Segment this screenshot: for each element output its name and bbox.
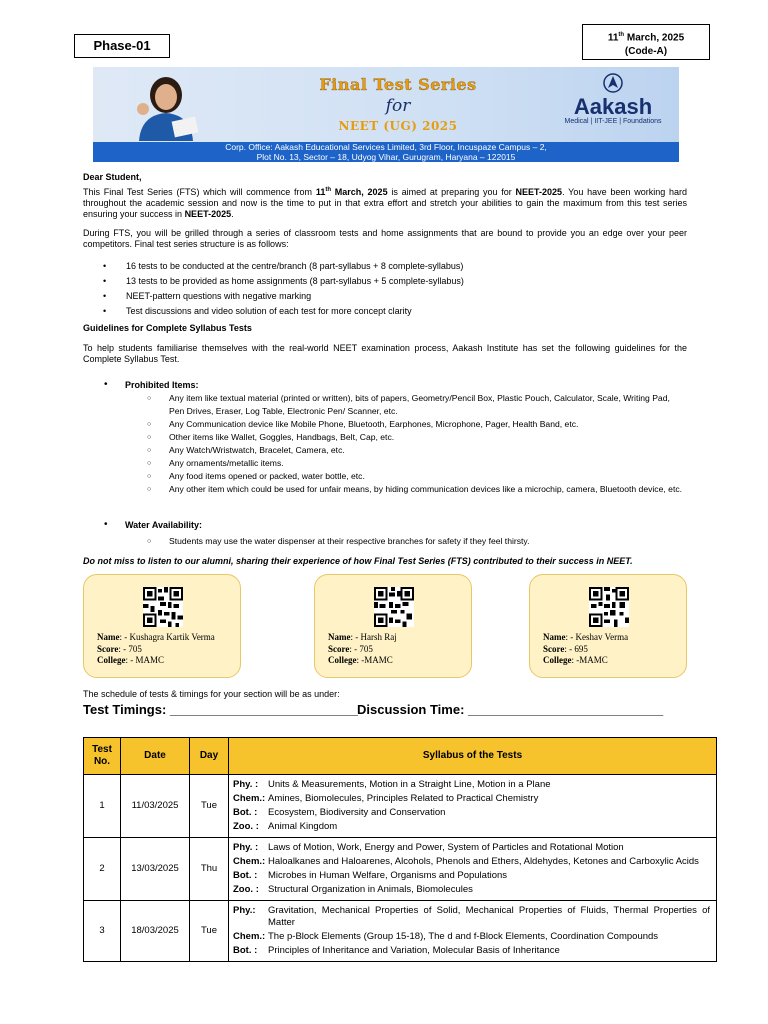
test-date: 11/03/2025 [121, 775, 190, 838]
intro-neet-2: NEET-2025 [184, 209, 232, 219]
water-title: Water Availability: [125, 520, 203, 530]
date-day: 11 [607, 32, 619, 44]
subject-label: Phy. : [233, 842, 259, 853]
subject-line [233, 870, 710, 882]
intro-date-day: 11 [315, 187, 326, 197]
banner-title [288, 75, 508, 134]
date-box [582, 24, 710, 60]
banner-title-line1: Final Test Series [319, 75, 477, 94]
alumni-college: : - MAMC [125, 655, 165, 665]
intro-text-end: . [231, 209, 234, 219]
structure-paragraph: During FTS, you will be grilled through a series of classroom tests and home assignments that are bound to provide you an edge over your peer competitors. Final test series structure is as follows: [83, 228, 687, 249]
alumni-info [543, 632, 628, 667]
bullet-dot: • [104, 519, 108, 530]
banner-title-line3: NEET (UG) 2025 [338, 119, 458, 134]
list-item: • 16 tests to be conducted at the centre/branch (8 part-syllabus + 8 complete-syllabus) [103, 260, 464, 275]
subject-topics: Units & Measurements, Motion in a Straight Line, Motion in a Plane [268, 779, 551, 790]
score-label: Score [97, 643, 119, 654]
intro-date-sup: th [325, 187, 331, 193]
subject-topics: Ecosystem, Biodiversity and Conservation [268, 807, 446, 818]
date-rest: March, 2025 [624, 32, 685, 44]
phase-label: Phase-01 [74, 34, 170, 58]
test-day: Tue [190, 901, 229, 962]
header-test-no: Test No. [84, 738, 121, 775]
name-label: Name [543, 632, 566, 642]
intro-date-rest: March, 2025 [331, 187, 388, 197]
syllabus-cell [229, 775, 717, 838]
guidelines-intro: To help students familiarise themselves with the real-world NEET examination process, Aakash Institute has set the following guidelines for the Complete Syllabus Test. [83, 343, 687, 364]
subject-label: Zoo. : [233, 884, 259, 895]
intro-paragraph [83, 185, 687, 220]
aakash-logo [553, 73, 673, 127]
header-date: Date [121, 738, 190, 775]
subject-line [233, 945, 710, 957]
prohibited-title: Prohibited Items: [125, 380, 199, 390]
list-item: ○ Any ornaments/metallic items. [147, 457, 687, 470]
intro-neet: NEET-2025 [515, 187, 563, 197]
alumni-note: Do not miss to listen to our alumni, sharing their experience of how Final Test Series (FTS) contributed to their success in NEET. [83, 556, 633, 566]
subject-line [233, 856, 710, 868]
table-row [84, 838, 717, 901]
syllabus-cell [229, 838, 717, 901]
banner-title-line2: for [385, 96, 411, 116]
college-label: College [97, 655, 126, 665]
address-line-2: Plot No. 13, Sector – 18, Udyog Vihar, Gurugram, Haryana – 122015 [256, 151, 516, 162]
syllabus-cell [229, 901, 717, 962]
discussion-time: Discussion Time: ___________________________ [357, 702, 664, 717]
name-label: Name [328, 632, 351, 642]
subject-label: Bot. : [233, 807, 258, 818]
syllabus-table [83, 737, 717, 962]
subject-line [233, 931, 710, 943]
subject-label: Chem.: [233, 856, 266, 867]
college-label: College [328, 655, 357, 665]
subject-line [233, 884, 710, 896]
list-item: ○ Other items like Wallet, Goggles, Handbags, Belt, Cap, etc. [147, 431, 687, 444]
subject-topics: Animal Kingdom [268, 821, 338, 832]
bullet-dot: • [104, 379, 108, 390]
aakash-emblem-icon [603, 73, 623, 93]
alumni-college: : -MAMC [356, 655, 393, 665]
intro-text-b: is aimed at preparing you for [387, 187, 516, 197]
header-day: Day [190, 738, 229, 775]
subject-line [233, 779, 710, 791]
list-item: ○ Any Communication device like Mobile Phone, Bluetooth, Earphones, Microphone, Pager, Health Band, etc. [147, 418, 687, 431]
list-item: • Test discussions and video solution of each test for more concept clarity [103, 305, 464, 320]
qr-code-icon[interactable] [143, 587, 183, 627]
list-item: • 13 tests to be provided as home assignments (8 part-syllabus + 5 complete-syllabus) [103, 275, 464, 290]
alumni-score: : - 705 [118, 643, 142, 654]
subject-topics: Amines, Biomolecules, Principles Related to Practical Chemistry [268, 793, 539, 804]
test-timings: Test Timings: __________________________ [83, 702, 358, 717]
table-row [84, 775, 717, 838]
qr-code-icon[interactable] [374, 587, 414, 627]
subject-line [233, 842, 710, 854]
list-item: ○ Any Watch/Wristwatch, Bracelet, Camera, etc. [147, 444, 687, 457]
subject-topics: Microbes in Human Welfare, Organisms and Populations [268, 870, 508, 881]
college-label: College [543, 655, 572, 665]
fts-banner [93, 67, 679, 162]
subject-line [233, 821, 710, 833]
subject-label: Phy. : [233, 779, 259, 790]
alumni-card [314, 574, 472, 678]
alumni-name: : - Keshav Verma [565, 632, 629, 642]
test-no: 1 [84, 775, 121, 838]
score-label: Score [543, 643, 565, 654]
subject-topics: Structural Organization in Animals, Biomolecules [268, 884, 473, 895]
alumni-score: : - 695 [564, 643, 588, 654]
test-date: 13/03/2025 [121, 838, 190, 901]
brand-name: Aakash [573, 94, 653, 120]
score-label: Score [328, 643, 350, 654]
subject-label: Bot. : [233, 870, 258, 881]
brand-tagline: Medical | IIT-JEE | Foundations [564, 118, 662, 126]
subject-label: Phy.: [233, 905, 256, 916]
table-header-row [84, 738, 717, 775]
alumni-name: : - Harsh Raj [350, 632, 397, 642]
schedule-intro: The schedule of tests & timings for your section will be as under: [83, 689, 340, 699]
guidelines-title: Guidelines for Complete Syllabus Tests [83, 323, 252, 333]
list-item: ○ Students may use the water dispenser at their respective branches for safety if they feel thirsty. [147, 535, 687, 548]
subject-line [233, 905, 710, 929]
subject-topics: Gravitation, Mechanical Properties of Solid, Mechanical Properties of Fluids, Thermal Properties of Matter [268, 905, 710, 928]
list-item: • NEET-pattern questions with negative marking [103, 290, 464, 305]
alumni-name: : - Kushagra Kartik Verma [119, 632, 215, 642]
greeting: Dear Student, [83, 172, 142, 182]
test-day: Thu [190, 838, 229, 901]
alumni-card [83, 574, 241, 678]
subject-topics: Haloalkanes and Haloarenes, Alcohols, Phenols and Ethers, Aldehydes, Ketones and Carboxylic Acids [268, 856, 699, 867]
structure-list [103, 260, 464, 320]
test-no: 2 [84, 838, 121, 901]
subject-label: Chem.: [233, 793, 266, 804]
subject-line [233, 793, 710, 805]
code-label: (Code-A) [624, 46, 668, 58]
subject-line [233, 807, 710, 819]
subject-label: Chem.: [233, 931, 266, 942]
intro-text-a: This Final Test Series (FTS) which will commence from [83, 187, 316, 197]
subject-topics: The p-Block Elements (Group 15-18), The d and f-Block Elements, Coordination Compounds [268, 931, 659, 942]
date-sup: th [618, 32, 625, 38]
name-label: Name [97, 632, 120, 642]
test-date: 18/03/2025 [121, 901, 190, 962]
alumni-info [328, 632, 397, 667]
alumni-college: : -MAMC [571, 655, 608, 665]
alumni-card [529, 574, 687, 678]
list-item: ○ Any other item which could be used for unfair means, by hiding communication devices like a microchip, camera, Bluetooth device, etc. [147, 483, 687, 496]
header-syllabus: Syllabus of the Tests [229, 738, 717, 775]
table-row [84, 901, 717, 962]
subject-label: Zoo. : [233, 821, 259, 832]
water-list [147, 535, 687, 548]
student-photo [121, 69, 211, 141]
subject-label: Bot. : [233, 945, 258, 956]
test-no: 3 [84, 901, 121, 962]
address-line-1: Corp. Office: Aakash Educational Services Limited, 3rd Floor, Incuspaze Campus – 2, [225, 142, 547, 152]
corp-address [93, 142, 679, 162]
list-item: ○ Any item like textual material (printed or written), bits of papers, Geometry/Pencil Box, Plastic Pouch, Calculator, Scale, Writing Pad, Pen Drives, Eraser, Log Table, Electronic Pen/ Scanner, etc. [147, 392, 687, 418]
subject-topics: Principles of Inheritance and Variation, Molecular Basis of Inheritance [268, 945, 560, 956]
qr-code-icon[interactable] [589, 587, 629, 627]
prohibited-list [147, 392, 687, 496]
intro-text-c: . You have been working hard throughout the academic session and now is the time to put in that extra effort and stretch your abilities to gain the maximum from this test series ensuring your success in [83, 187, 688, 219]
list-item: ○ Any food items opened or packed, water bottle, etc. [147, 470, 687, 483]
subject-topics: Laws of Motion, Work, Energy and Power, System of Particles and Rotational Motion [268, 842, 624, 853]
alumni-score: : - 705 [349, 643, 373, 654]
timings-line [83, 702, 664, 718]
test-day: Tue [190, 775, 229, 838]
commence-date [583, 28, 709, 45]
alumni-info [97, 632, 215, 667]
